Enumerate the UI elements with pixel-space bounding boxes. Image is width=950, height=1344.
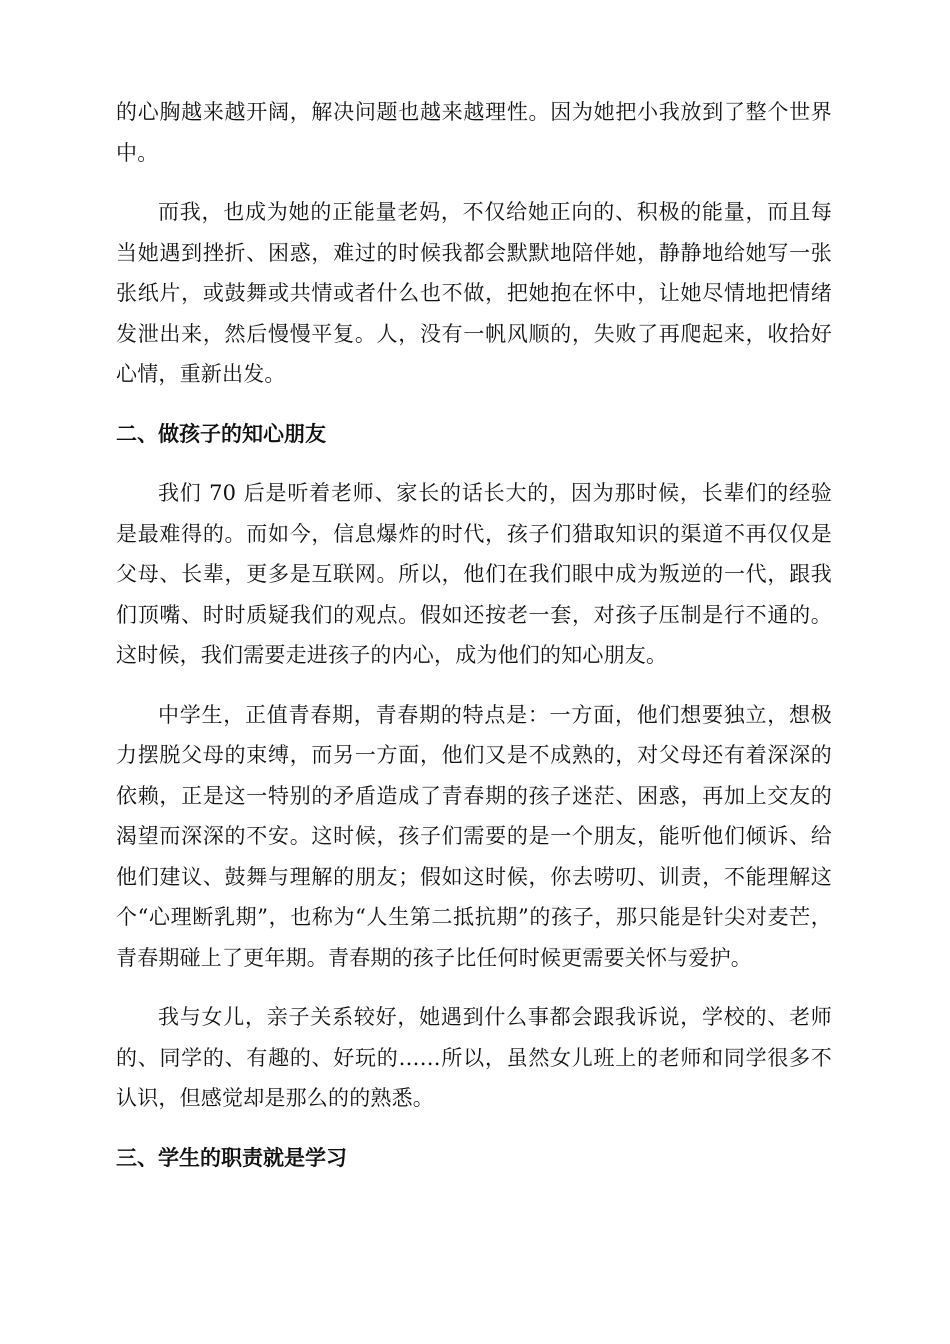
- section-heading-3: 三、学生的职责就是学习: [116, 1145, 347, 1170]
- paragraph-positive-mom: 而我，也成为她的正能量老妈，不仅给她正向的、积极的能量，而且每当她遇到挫折、困惑，难过的时候我都会默默地陪伴她，静静地给她写一张张纸片，或鼓舞或共情或者什么也不做，把她抱在怀中，让她尽情地把情绪发泄出来，然后慢慢平复。人，没有一帆风顺的，失败了再爬起来，收拾好心情，重新出发。: [116, 200, 832, 386]
- paragraph-continuation: 的心胸越来越开阔，解决问题也越来越理性。因为她把小我放到了整个世界中。: [116, 100, 832, 165]
- paragraph-70s-generation: 我们 70 后是听着老师、家长的话长大的，因为那时候，长辈们的经验是最难得的。而如今，信息爆炸的时代，孩子们猎取知识的渠道不再仅仅是父母、长辈，更多是互联网。所以，他们在我们眼中成为叛逆的一代，跟我们顶嘴、时时质疑我们的观点。假如还按老一套，对孩子压制是行不通的。这时候，我们需要走进孩子的内心，成为他们的知心朋友。: [116, 481, 832, 667]
- document-page: [116, 92, 832, 1178]
- paragraph-daughter-relationship: 我与女儿，亲子关系较好，她遇到什么事都会跟我诉说，学校的、老师的、同学的、有趣的、好玩的……所以，虽然女儿班上的老师和同学很多不认识，但感觉却是那么的的熟悉。: [116, 1005, 832, 1110]
- paragraph-adolescence: 中学生，正值青春期，青春期的特点是：一方面，他们想要独立，想极力摆脱父母的束缚，而另一方面，他们又是不成熟的，对父母还有着深深的依赖，正是这一特别的矛盾造成了青春期的孩子迷茫、困惑，再加上交友的渴望而深深的不安。这时候，孩子们需要的是一个朋友，能听他们倾诉、给他们建议、鼓舞与理解的朋友；假如这时候，你去唠叨、训责，不能理解这个“心理断乳期”，也称为“人生第二抵抗期”的孩子，那只能是针尖对麦芒，青春期碰上了更年期。青春期的孩子比任何时候更需要关怀与爱护。: [116, 702, 832, 970]
- section-heading-2: 二、做孩子的知心朋友: [116, 421, 326, 446]
